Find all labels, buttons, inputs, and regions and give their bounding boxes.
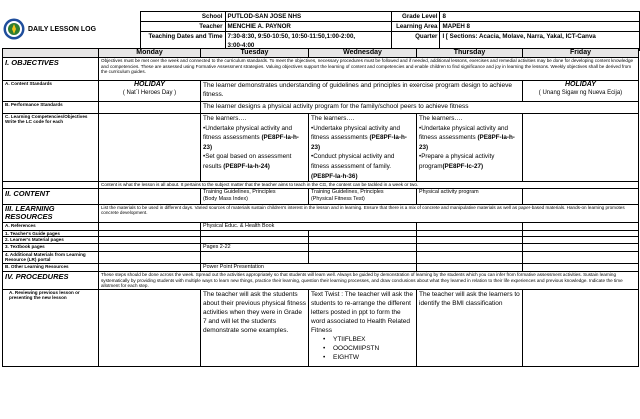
resources-row — [3, 204, 639, 222]
procedures-row — [3, 271, 639, 289]
text-twist-word: • YTIIFLBEX — [333, 335, 414, 344]
teachers-guide-label: 1. Teacher's Guide pages — [3, 230, 99, 236]
other-resources-value: Power Point Presentation — [201, 263, 417, 271]
school-value: PUTLOD-SAN JOSE NHS — [225, 12, 391, 22]
dates-value-2: 3:00-4:00 — [225, 41, 391, 51]
textbook-value: Pages 2-22 — [201, 243, 309, 251]
objectives-label: I. OBJECTIVES — [3, 58, 99, 81]
content-note: Content is what the lesson is all about. It pertains to the subject matter that the teacher aims to teach in the CG, the content can be tackled in a week or two. — [99, 182, 639, 189]
day-wednesday: Wednesday — [309, 49, 417, 58]
text-twist-words — [311, 335, 414, 362]
doc-title: DAILY LESSON LOG — [28, 26, 97, 33]
text-twist-word: • OOOCMIIPSTN — [333, 344, 414, 353]
references-row — [3, 222, 639, 230]
additional-materials-row — [3, 251, 639, 263]
textbook-row — [3, 243, 639, 251]
learners-material-label: 2. Learner's Material pages — [3, 237, 99, 243]
friday-holiday: HOLIDAY — [565, 81, 596, 88]
content-label: II. CONTENT — [3, 188, 99, 204]
day-thursday: Thursday — [417, 49, 523, 58]
day-tuesday: Tuesday — [201, 49, 309, 58]
wednesday-content: Training Guidelines, Principles (Physical Fitness Test) — [309, 188, 417, 204]
day-friday: Friday — [523, 49, 639, 58]
dates-value-1: 7:30-8:30, 9:50-10:50, 10:50-11:50,1:00-2:00, — [225, 32, 391, 42]
procedures-label: IV. PROCEDURES — [3, 271, 99, 289]
content-standards-row — [3, 81, 639, 102]
teacher-value: MENCHIE A. PAYNOR — [225, 22, 391, 32]
days-row — [3, 49, 639, 58]
references-label: A. References — [3, 222, 99, 230]
tuesday-content: Training Guidelines, Principles (Body Mass Index) — [201, 188, 309, 204]
resources-label: III. LEARNING RESOURCES — [3, 204, 99, 222]
competencies-label: C. Learning Competencies/Objectives Write the LC code for each — [3, 114, 99, 182]
content-row — [3, 188, 639, 204]
additional-materials-label: 4. Additional Materials from Learning Resource (LR) portal — [3, 251, 99, 263]
objectives-text: Objectives must be met over the week and connected to the curriculum standards. To meet the objectives, necessary procedures must be followed and if needed, additional lessons, exercises and remedial activities may be done for developing content knowledge and competencies. These are assessed using Formative Assessment strategies. Valuing objectives support the learning of content and competencies and enable children to find significance and joy in learning the lessons. Weekly objectives shall be derived from the curriculum guides. — [99, 58, 639, 81]
area-value: MAPEH 8 — [440, 22, 640, 32]
deped-seal-icon — [3, 18, 25, 40]
references-value: Physical Educ. & Health Book — [201, 222, 417, 230]
friday-holiday-name: ( Unang Sigaw ng Nueva Ecija) — [538, 90, 623, 96]
text-twist-word: • EIGHTW — [333, 353, 414, 362]
day-monday: Monday — [99, 49, 201, 58]
performance-standards-label: B. Performance Standards — [3, 102, 99, 114]
competencies-row — [3, 114, 639, 182]
other-resources-row — [3, 263, 639, 271]
objectives-row — [3, 58, 639, 81]
quarter-label: Quarter — [391, 32, 440, 51]
wednesday-review: Text Twist : The teacher will ask the students to re-arrange the different letters posted in ppt to form the word associated to Health Related Fitness • YTIIFLBEX • OOOCMIIPSTN • EIGHTW — [309, 289, 417, 366]
resources-text: List the materials to be used in different days. Varied sources of materials sustain children's interest in the lesson and in learning. Ensure that there is a mix of concrete and manipulative materials as well as paper-based materials. Hands-on learning promotes concrete development. — [99, 204, 639, 222]
content-standards-text: The learner demonstrates understanding of guidelines and principles in exercise program design to achieve fitness. — [201, 81, 523, 102]
tuesday-competencies: The learners…. • Undertake physical activity and fitness assessments (PE8PF-Ia-h-23) • Set goal based on assessment results (PE8PF-Ia-h-24) — [201, 114, 309, 182]
school-label: School — [141, 12, 226, 22]
performance-standards-row — [3, 102, 639, 114]
monday-holiday-name: ( Nat`l Heroes Day ) — [122, 90, 177, 96]
procedures-text: These steps should be done across the week. Spread out the activities appropriately so that students will learn well. Always be guided by demonstration of learning by the students which you can infer from formative assessment activities. Sustain learning systematically by providing students with multiple ways to learn new things, practice their learning, question their learning processes, and draw conclusions about what they learned in relation to their life experiences and previous knowledge. Indicate the time allotment for each step. — [99, 271, 639, 289]
review-row — [3, 289, 639, 366]
other-resources-label: B. Other Learning Resources — [3, 263, 99, 271]
review-label: A. Reviewing previous lesson or presenting the new lesson — [3, 289, 99, 366]
wednesday-competencies: The learners…. • Undertake physical activity and fitness assessments (PE8PF-Ia-h-23) • Conduct physical activity and fitness assessment of family. (PE8PF-Ia-h-36) — [309, 114, 417, 182]
monday-holiday: HOLIDAY — [134, 81, 165, 88]
thursday-competencies: The learners…. • Undertake physical activity and fitness assessments (PE8PF-Ia-h-23) • Prepare a physical activity program(PE8PF-Ic-27) — [417, 114, 523, 182]
thursday-content: Physical activity program — [417, 188, 523, 204]
content-note-row — [3, 182, 639, 189]
dates-label: Teaching Dates and Time — [141, 32, 226, 51]
lesson-log-table — [2, 48, 639, 367]
thursday-review: The teacher will ask the learners to identify the BMI classification — [417, 289, 523, 366]
performance-standards-text: The learner designs a physical activity program for the family/school peers to achieve fitness — [201, 102, 639, 114]
grade-label: Grade Level — [391, 12, 440, 22]
textbook-label: 3. Textbook pages — [3, 243, 99, 251]
grade-value: 8 — [440, 12, 640, 22]
area-label: Learning Area — [391, 22, 440, 32]
header-table — [140, 11, 640, 51]
content-standards-label: A. Content Standards — [3, 81, 99, 102]
teacher-label: Teacher — [141, 22, 226, 32]
quarter-value: I [ Sections: Acacia, Molave, Narra, Yakal, ICT-Canva — [440, 32, 640, 51]
tuesday-review: The teacher will ask the students about their previous physical fitness activities when they were in Grade 7 and will let the students demonstrate some examples. — [201, 289, 309, 366]
